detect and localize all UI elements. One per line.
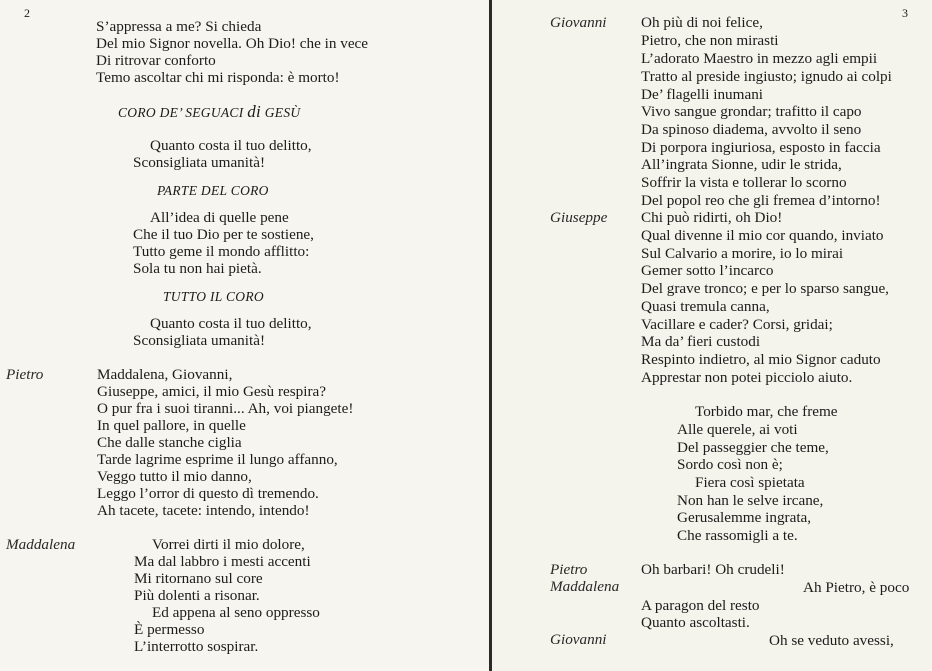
verse-line: Qual divenne il mio cor quando, inviato xyxy=(641,227,884,244)
verse-line: Tratto al preside ingiusto; ignudo ai colpi xyxy=(641,68,892,85)
verse-line: Vivo sangue grondar; trafitto il capo xyxy=(641,103,862,120)
verse-line: In quel pallore, in quelle xyxy=(97,417,246,434)
verse-line: Del grave tronco; e per lo sparso sangue, xyxy=(641,280,889,297)
heading-text: CORO DE’ SEGUACI xyxy=(118,105,244,120)
verse-line: O pur fra i suoi tiranni... Ah, voi piangete! xyxy=(97,400,354,417)
verse-line: Ed appena al seno oppresso xyxy=(152,604,320,621)
verse-line: De’ flagelli inumani xyxy=(641,86,764,103)
verse-line: Pietro, che non mirasti xyxy=(641,32,779,49)
verse-line: Tutto geme il mondo afflitto: xyxy=(133,243,310,260)
verse-line: Di porpora ingiuriosa, esposto in faccia xyxy=(641,139,881,156)
coro-heading xyxy=(118,102,300,122)
verse-line: A paragon del resto xyxy=(641,597,760,614)
verse-line: Che rassomigli a te. xyxy=(677,527,798,544)
verse-line: Non han le selve ircane, xyxy=(677,492,824,509)
verse-line: L’interrotto sospirar. xyxy=(134,638,259,655)
verse-line: Apprestar non potei picciolo aiuto. xyxy=(641,369,853,386)
heading-text: GESÙ xyxy=(264,105,301,120)
verse-line: Ma da’ fieri custodi xyxy=(641,333,761,350)
speaker-name: Maddalena xyxy=(6,536,76,553)
verse-line: Sconsigliata umanità! xyxy=(133,332,266,349)
verse-line: Ah Pietro, è poco xyxy=(803,579,910,596)
verse-line: Del mio Signor novella. Oh Dio! che in vece xyxy=(96,35,369,52)
verse-line: L’adorato Maestro in mezzo agli empii xyxy=(641,50,878,67)
verse-line: Fiera così spietata xyxy=(695,474,805,491)
speaker-name: Giuseppe xyxy=(550,209,608,226)
verse-line: Mi ritornano sul core xyxy=(134,570,263,587)
verse-line: Quanto costa il tuo delitto, xyxy=(150,315,312,332)
verse-line: Che il tuo Dio per te sostiene, xyxy=(133,226,314,243)
verse-line: S’appressa a me? Si chieda xyxy=(96,18,262,35)
verse-line: Giuseppe, amici, il mio Gesù respira? xyxy=(97,383,327,400)
verse-line: Soffrir la vista e tollerar lo scorno xyxy=(641,174,847,191)
verse-line: Tarde lagrime esprime il lungo affanno, xyxy=(97,451,338,468)
verse-line: Sola tu non hai pietà. xyxy=(133,260,262,277)
verse-line: Quanto costa il tuo delitto, xyxy=(150,137,312,154)
page-number: 2 xyxy=(24,6,30,20)
verse-line: Oh barbari! Oh crudeli! xyxy=(641,561,785,578)
verse-line: All’idea di quelle pene xyxy=(150,209,289,226)
verse-line: Di ritrovar conforto xyxy=(96,52,216,69)
right-page xyxy=(492,0,932,671)
verse-line: Sconsigliata umanità! xyxy=(133,154,266,171)
verse-line: Oh più di noi felice, xyxy=(641,14,763,31)
verse-line: Sul Calvario a morire, io lo mirai xyxy=(641,245,844,262)
verse-line: Vorrei dirti il mio dolore, xyxy=(152,536,305,553)
speaker-name: Maddalena xyxy=(550,578,620,595)
verse-line: Del passeggier che teme, xyxy=(677,439,829,456)
heading-text: di xyxy=(247,102,262,121)
parte-heading: PARTE DEL CORO xyxy=(157,183,269,198)
verse-line: È permesso xyxy=(134,621,205,638)
speaker-name: Giovanni xyxy=(550,631,607,648)
verse-line: Quanto ascoltasti. xyxy=(641,614,750,631)
verse-line: Quasi tremula canna, xyxy=(641,298,770,315)
verse-line: Da spinoso diadema, avvolto il seno xyxy=(641,121,862,138)
verse-line: Vacillare e cader? Corsi, gridai; xyxy=(641,316,833,333)
verse-line: Ah tacete, tacete: intendo, intendo! xyxy=(97,502,310,519)
verse-line: Leggo l’orror di questo dì tremendo. xyxy=(97,485,319,502)
verse-line: Che dalle stanche ciglia xyxy=(97,434,242,451)
page-number: 3 xyxy=(902,6,908,20)
verse-line: Alle querele, ai voti xyxy=(677,421,798,438)
verse-line: Sordo così non è; xyxy=(677,456,783,473)
verse-line: Veggo tutto il mio danno, xyxy=(97,468,252,485)
verse-line: Chi può ridirti, oh Dio! xyxy=(641,209,783,226)
verse-line: Maddalena, Giovanni, xyxy=(97,366,233,383)
verse-line: Gemer sotto l’incarco xyxy=(641,262,774,279)
verse-line: Gerusalemme ingrata, xyxy=(677,509,812,526)
verse-line: Temo ascoltar chi mi risponda: è morto! xyxy=(96,69,340,86)
verse-line: Del popol reo che gli fremea d’intorno! xyxy=(641,192,881,209)
verse-line: Torbido mar, che freme xyxy=(695,403,838,420)
verse-line: Oh se veduto avessi, xyxy=(769,632,894,649)
verse-line: All’ingrata Sionne, udir le strida, xyxy=(641,156,842,173)
verse-line: Respinto indietro, al mio Signor caduto xyxy=(641,351,881,368)
speaker-name: Pietro xyxy=(550,561,588,578)
verse-line: Più dolenti a risonar. xyxy=(134,587,260,604)
speaker-name: Pietro xyxy=(6,366,44,383)
tutto-heading: TUTTO IL CORO xyxy=(163,289,264,304)
verse-line: Ma dal labbro i mesti accenti xyxy=(134,553,311,570)
speaker-name: Giovanni xyxy=(550,14,607,31)
